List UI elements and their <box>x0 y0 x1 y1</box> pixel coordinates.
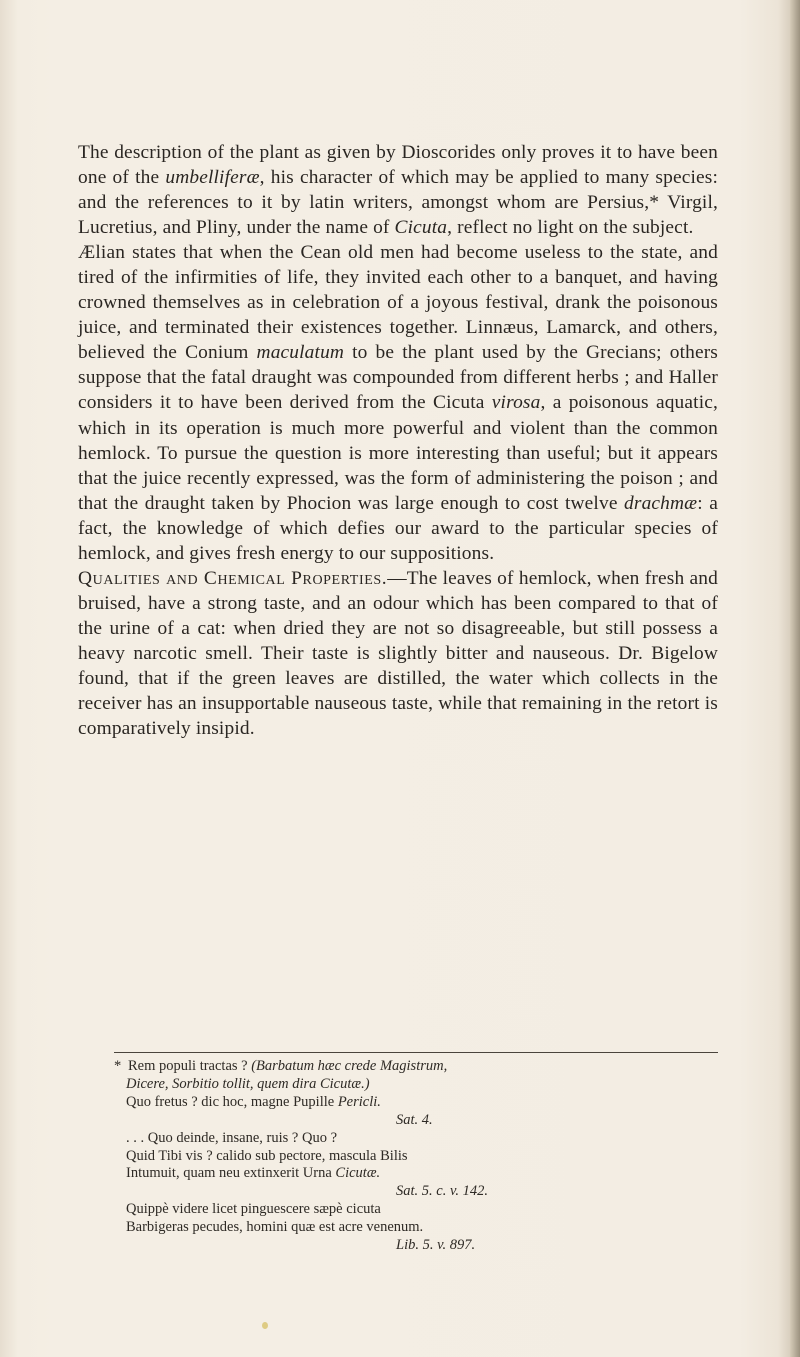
text-run: , reflect no light on the subject. <box>447 217 694 239</box>
text-run: Quippè videre licet pinguescere sæpè cicuta <box>126 1201 381 1218</box>
footnote-source <box>114 1112 724 1130</box>
footnote-line <box>114 1094 724 1112</box>
main-text <box>78 140 718 741</box>
footnote <box>114 1058 724 1255</box>
italic-term: Cicuta <box>394 217 448 239</box>
text-run: Barbigeras pecudes, homini quæ est acre venenum. <box>126 1219 424 1236</box>
text-run: : a fact, the knowledge of which defies our award to the particular species of hemlock, and gives fresh energy to our suppositions. <box>78 492 719 564</box>
paper-stain <box>262 1322 268 1329</box>
footnote-line <box>114 1076 724 1094</box>
italic-term: drachmæ <box>624 492 698 514</box>
text-run: Sat. 5. c. v. 142. <box>396 1183 488 1200</box>
italic-term: virosa <box>491 392 541 414</box>
italic-term: Dicere, Sorbitio tollit, quem dira Cicutæ.) <box>126 1075 370 1092</box>
footnote-line <box>114 1219 724 1237</box>
text-run: Lib. 5. v. 897. <box>396 1237 476 1254</box>
footnote-line <box>114 1201 724 1219</box>
paragraph-qualities <box>78 566 718 741</box>
text-run: The description of the plant as given by Dioscorides only proves it to have been one of the <box>78 142 718 189</box>
text-run: Rem populi tractas ? <box>128 1058 252 1074</box>
paragraph-dioscorides <box>78 140 718 240</box>
text-run: , a poisonous aquatic, which in its operation is much more powerful and violent than the common hemlock. To pursue the question is more interesting than useful; but it appears that the juice recently expressed, was the form of administering the poison ; and that the draught taken by Phocion was large enough to cost twelve <box>78 392 718 514</box>
italic-term: (Barbatum hæc crede Magistrum, <box>251 1058 448 1074</box>
paragraph-aelian <box>78 240 718 566</box>
text-run: , his character of which may be applied to many species: and the references to it by latin writers, amongst whom are Persius,* Virgil, Lucretius, and Pliny, under the name of <box>78 167 718 239</box>
footnote-line <box>114 1130 724 1148</box>
text-run: . . . Quo deinde, insane, ruis ? Quo ? <box>126 1129 338 1146</box>
text-run: Quid Tibi vis ? calido sub pectore, mascula Bilis <box>126 1147 408 1164</box>
footnote-line <box>114 1058 724 1076</box>
footnote-line <box>114 1165 724 1183</box>
text-run: Quo fretus ? dic hoc, magne Pupille <box>126 1093 338 1110</box>
page-edge <box>790 0 800 1357</box>
text-run: Sat. 4. <box>396 1111 433 1128</box>
italic-term: umbelliferæ <box>165 167 260 189</box>
italic-term: Pericli. <box>337 1093 381 1110</box>
footnote-line <box>114 1148 724 1166</box>
footnote-rule <box>114 1052 718 1053</box>
section-heading: Qualities and Chemical Properties. <box>78 567 388 589</box>
italic-term: Cicutæ. <box>335 1165 381 1182</box>
text-run: Intumuit, quam neu extinxerit Urna <box>126 1165 336 1182</box>
text-run: to be the plant used by the Grecians; others suppose that the fatal draught was compounded from different herbs ; and Haller considers it to have been derived from the Cicuta <box>78 342 719 414</box>
footnote-marker: * <box>114 1058 122 1074</box>
text-run: Ælian states that when the Cean old men had become useless to the state, and tired of the infirmities of life, they invited each other to a banquet, and having crowned themselves as in celebration of a joyous festival, drank the poisonous juice, and terminated their existences together. Linnæus, Lamarck, and others, believed the Conium <box>78 242 718 364</box>
footnote-source <box>114 1237 724 1255</box>
text-run: —The leaves of hemlock, when fresh and bruised, have a strong taste, and an odour which has been compared to that of the urine of a cat: when dried they are not so disagreeable, but still possess a heavy narcotic smell. Their taste is slightly bitter and nauseous. Dr. Bigelow found, that if the green leaves are distilled, the water which collects in the receiver has an insupportable nauseous taste, while that remaining in the retort is comparatively insipid. <box>78 567 718 740</box>
italic-term: maculatum <box>256 342 345 364</box>
footnote-source <box>114 1183 724 1201</box>
